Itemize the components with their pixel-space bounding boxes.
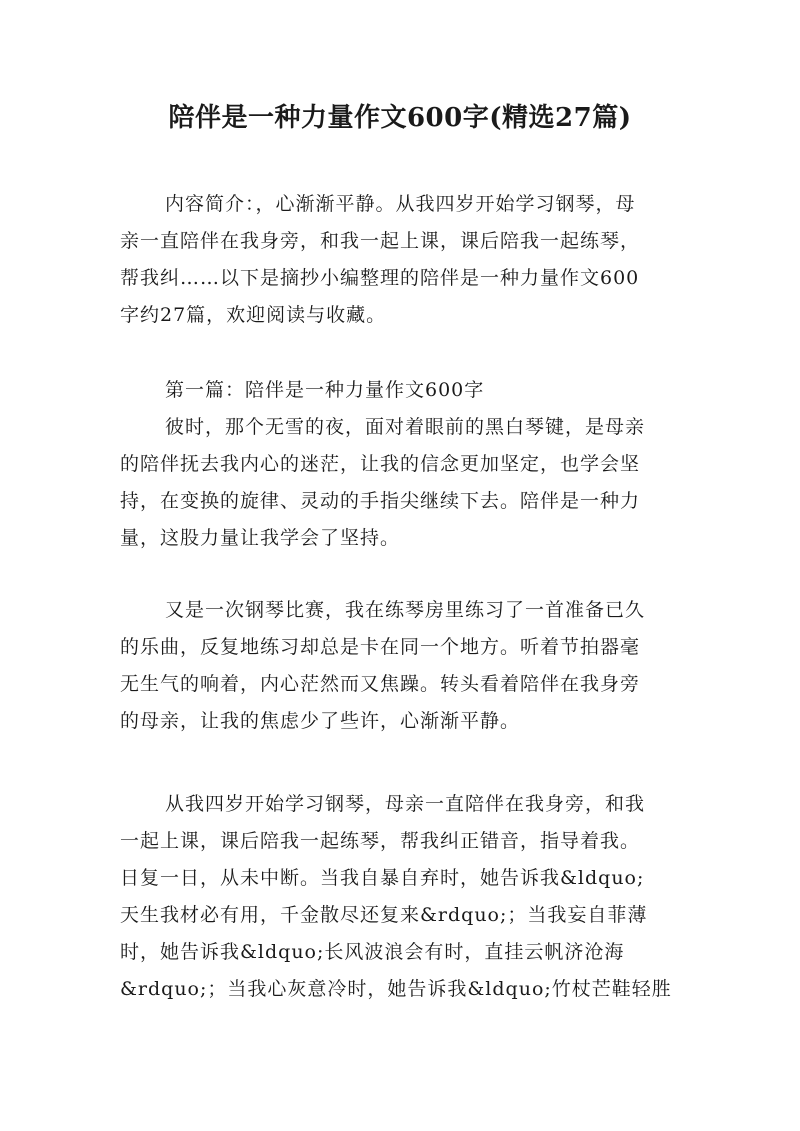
paragraph-line: 量，这股力量让我学会了坚持。: [120, 527, 401, 549]
summary-line: 亲一直陪伴在我身旁，和我一起上课，课后陪我一起练琴，: [120, 230, 641, 252]
paragraph-line: 持，在变换的旋律、灵动的手指尖继续下去。陪伴是一种力: [120, 490, 641, 512]
paragraph-line: 的乐曲，反复地练习却总是卡在同一个地方。听着节拍器毫: [120, 636, 641, 658]
paragraph-line: 天生我材必有用，千金散尽还复来&rdquo;；当我妄自菲薄: [120, 904, 648, 926]
paragraph-3: [120, 786, 690, 1008]
paragraph-2: [120, 592, 690, 740]
paragraph-line: 时，她告诉我&ldquo;长风波浪会有时，直挂云帆济沧海: [120, 941, 625, 963]
paragraph-line: 彼时，那个无雪的夜，面对着眼前的黑白琴键，是母亲: [165, 416, 646, 438]
paragraph-line: 一起上课，课后陪我一起练琴，帮我纠正错音，指导着我。: [120, 830, 641, 852]
summary-line: 字约27篇，欢迎阅读与收藏。: [120, 304, 387, 326]
document-title: 陪伴是一种力量作文600字(精选27篇): [168, 103, 632, 133]
paragraph-line: &rdquo;；当我心灰意冷时，她告诉我&ldquo;竹杖芒鞋轻胜: [120, 978, 672, 1000]
summary-line: 内容简介：，心渐渐平静。从我四岁开始学习钢琴，母: [165, 193, 636, 215]
paragraph-line: 日复一日，从未中断。当我自暴自弃时，她告诉我&ldquo;: [120, 867, 645, 889]
section1: [120, 372, 690, 557]
section-heading: 第一篇：陪伴是一种力量作文600字: [165, 379, 485, 401]
summary-line: 帮我纠……以下是摘抄小编整理的陪伴是一种力量作文600: [120, 267, 640, 289]
paragraph-line: 无生气的响着，内心茫然而又焦躁。转头看着陪伴在我身旁: [120, 673, 641, 695]
paragraph-line: 从我四岁开始学习钢琴，母亲一直陪伴在我身旁，和我: [165, 793, 646, 815]
paragraph-line: 又是一次钢琴比赛，我在练琴房里练习了一首准备已久: [165, 599, 646, 621]
paragraph-line: 的陪伴抚去我内心的迷茫，让我的信念更加坚定，也学会坚: [120, 453, 641, 475]
summary-paragraph: [120, 186, 690, 334]
paragraph-line: 的母亲，让我的焦虑少了些许，心渐渐平静。: [120, 710, 521, 732]
